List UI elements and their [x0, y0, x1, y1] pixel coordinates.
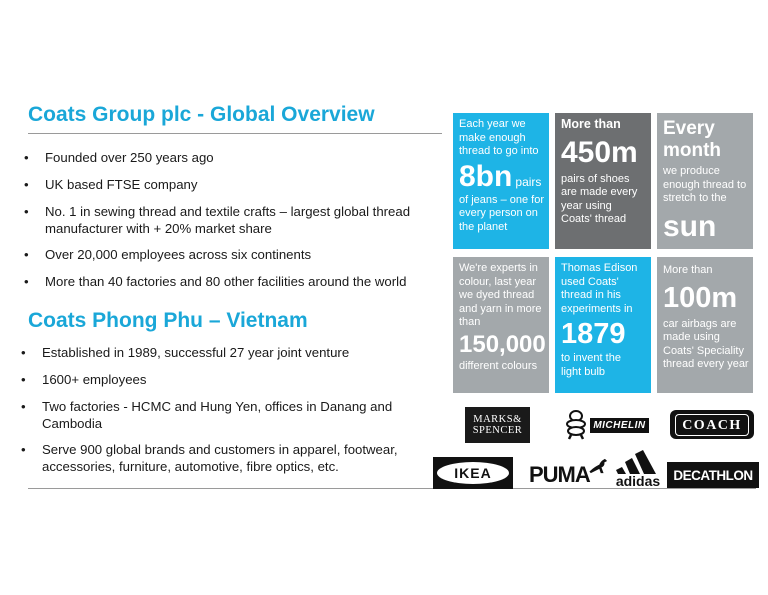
- tile-text: More than: [561, 117, 621, 131]
- tile-text: to invent the light bulb: [561, 352, 621, 378]
- ikea-logo-oval: [437, 462, 509, 484]
- global-overview-list: [22, 149, 442, 290]
- tile-text: pairs of shoes are made every year using Coats' thread: [561, 172, 638, 226]
- fact-tile-colours: [453, 257, 549, 393]
- ikea-logo: [433, 457, 513, 489]
- fact-tile-sun: [657, 113, 753, 249]
- tile-text: different colours: [459, 359, 538, 372]
- vietnam-list: [19, 344, 444, 475]
- logo-text: COACH: [682, 417, 742, 433]
- adidas-stripes-icon: [616, 450, 660, 474]
- tile-big-number: 8bn: [459, 159, 513, 193]
- tile-big-number: 100m: [663, 281, 738, 314]
- tile-text: car airbags are made using Coats' Speciality thread every year: [663, 317, 749, 371]
- logo-text: SPENCER: [472, 425, 523, 436]
- list-item: • Over 20,000 employees across six continents: [22, 246, 442, 263]
- tile-text: of jeans – one for every person on the planet: [459, 193, 545, 233]
- coach-logo-frame: [675, 414, 749, 436]
- list-item: • Established in 1989, successful 27 year joint venture: [19, 344, 444, 361]
- marks-and-spencer-logo: [465, 407, 530, 443]
- list-item: • Serve 900 global brands and customers in apparel, footwear, accessories, furniture, automotive, fibre optics, etc.: [19, 441, 442, 475]
- decathlon-logo: [667, 462, 759, 488]
- logo-text: MARKS&: [473, 414, 522, 425]
- logo-text: DECATHLON: [673, 467, 753, 483]
- section-title-global-overview: Coats Group plc - Global Overview: [28, 103, 375, 126]
- adidas-logo: [610, 449, 666, 489]
- logo-text: PUMA: [529, 462, 590, 487]
- tile-text: We're experts in colour, last year we dyed thread and yarn in more than: [459, 262, 542, 329]
- list-item: • 1600+ employees: [19, 371, 444, 388]
- list-item: • No. 1 in sewing thread and textile crafts – largest global thread manufacturer with + 20% market share: [22, 203, 415, 237]
- michelin-logo: [560, 410, 652, 440]
- list-item: • More than 40 factories and 80 other facilities around the world: [22, 273, 442, 290]
- tile-big-number: 1879: [561, 318, 626, 351]
- bibendum-icon: [563, 410, 589, 440]
- tile-text: Each year we make enough thread to go into: [459, 118, 539, 158]
- tile-big-number: 450m: [561, 135, 638, 169]
- fact-tile-airbags: [657, 257, 753, 393]
- section-title-vietnam: Coats Phong Phu – Vietnam: [28, 309, 308, 332]
- tile-text: Every month: [663, 118, 722, 161]
- puma-cat-icon: [588, 454, 609, 478]
- fact-tile-jeans: [453, 113, 549, 249]
- fact-tile-shoes: [555, 113, 651, 249]
- puma-logo: [529, 451, 609, 489]
- logo-text: adidas: [615, 472, 661, 489]
- tile-text: Thomas Edison used Coats' thread in his experiments in: [561, 262, 638, 315]
- tile-figure: [459, 159, 544, 193]
- list-item: • Two factories - HCMC and Hung Yen, offices in Danang and Cambodia: [19, 398, 437, 432]
- tile-text: we produce enough thread to stretch to the: [663, 165, 747, 205]
- list-item: • Founded over 250 years ago: [22, 149, 442, 166]
- logo-text: IKEA: [454, 465, 492, 481]
- tile-big-number: 150,000: [459, 330, 546, 358]
- tile-text: More than: [663, 264, 713, 276]
- fact-tile-edison: [555, 257, 651, 393]
- tile-big-number: sun: [663, 209, 717, 243]
- list-item: • UK based FTSE company: [22, 176, 442, 193]
- tile-text: pairs: [515, 174, 542, 189]
- title-divider: [28, 133, 442, 134]
- logo-text: MICHELIN: [590, 418, 648, 433]
- coach-logo: [670, 410, 754, 439]
